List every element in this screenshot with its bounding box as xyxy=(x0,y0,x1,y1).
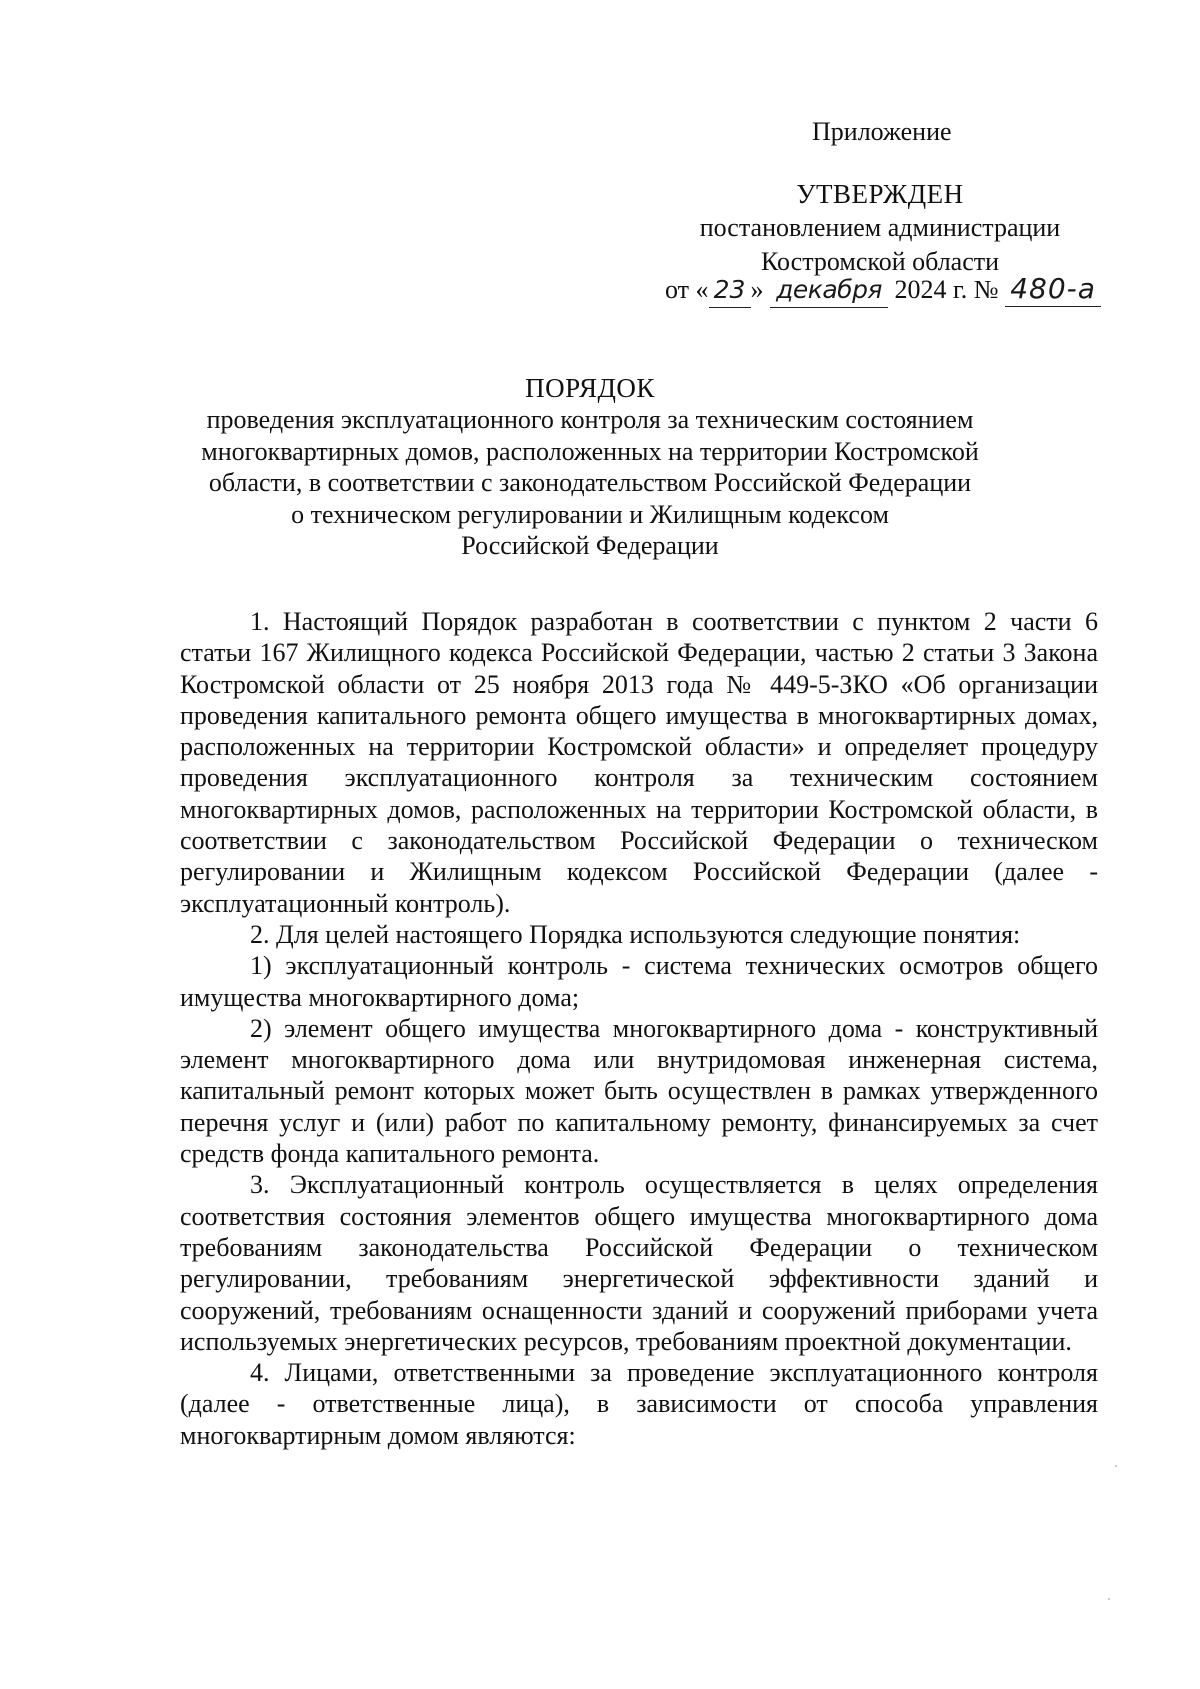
subtitle-line: области, в соответствии с законодательством Российской Федерации xyxy=(208,468,972,497)
approval-by-line-2: Костромской области xyxy=(760,247,1000,276)
handwritten-month: декабря xyxy=(770,273,888,308)
scan-speck xyxy=(1115,1465,1117,1467)
date-year: 2024 г. № xyxy=(894,275,999,304)
paragraph-2-item-1: 1) эксплуатационный контроль - система технических осмотров общего имущества многоквартирного дома; xyxy=(180,951,1098,1012)
scan-speck xyxy=(1108,1598,1110,1600)
handwritten-day: 23 xyxy=(709,273,751,308)
subtitle-line: Российской Федерации xyxy=(461,531,719,560)
document-body xyxy=(180,606,1098,1451)
date-prefix: от « xyxy=(665,275,709,304)
subtitle-line: проведения эксплуатационного контроля за техническим состоянием xyxy=(206,405,974,434)
approval-date-line xyxy=(665,272,1101,308)
document-title: ПОРЯДОК xyxy=(525,373,655,403)
subtitle-line: многоквартирных домов, расположенных на территории Костромской xyxy=(201,436,979,466)
paragraph-2: 2. Для целей настоящего Порядка используются следующие понятия: xyxy=(250,919,1021,949)
date-mid: » xyxy=(750,275,764,304)
paragraph-2-item-2: 2) элемент общего имущества многоквартирного дома - конструктивный элемент многоквартирного дома или внутридомовая инженерная система, капитальный ремонт которых может быть осуществлен в рамках утвержденного перечня услуг и (или) работ по капитальному ремонту, финансируемых за счет средств фонда капитального ремонта. xyxy=(180,1013,1098,1169)
approval-by-line-1: постановлением администрации xyxy=(699,213,1061,242)
paragraph-3: 3. Эксплуатационный контроль осуществляется в целях определения соответствия состояния элементов общего имущества многоквартирного дома требованиям законодательства Российской Федерации о техническом регулировании, требованиям энергетической эффективности зданий и сооружений, требованиям оснащенности зданий и сооружений приборами учета используемых энергетических ресурсов, требованиям проектной документации. xyxy=(180,1170,1098,1356)
paragraph-4: 4. Лицами, ответственными за проведение эксплуатационного контроля (далее - ответственные лица), в зависимости от способа управления многоквартирным домом являются: xyxy=(180,1358,1098,1450)
paragraph-1: 1. Настоящий Порядок разработан в соответствии с пунктом 2 части 6 статьи 167 Жилищного кодекса Российской Федерации, частью 2 статьи 3 Закона Костромской области от 25 ноября 2013 года № 449-5-ЗКО «Об организации проведения капитального ремонта общего имущества в многоквартирных домах, расположенных на территории Костромской области» и определяет процедуру проведения эксплуатационного контроля за техническим состоянием многоквартирных домов, расположенных на территории Костромской области, в соответствии с законодательством Российской Федерации о техническом регулировании и Жилищным кодексом Российской Федерации (далее - эксплуатационный контроль). xyxy=(180,607,1098,918)
document-subtitle xyxy=(200,404,980,562)
appendix-label: Приложение xyxy=(812,117,952,146)
subtitle-line: о техническом регулировании и Жилищным кодексом xyxy=(291,499,889,529)
handwritten-number: 480-а xyxy=(1005,272,1101,307)
approved-label: УТВЕРЖДЕН xyxy=(796,179,964,209)
